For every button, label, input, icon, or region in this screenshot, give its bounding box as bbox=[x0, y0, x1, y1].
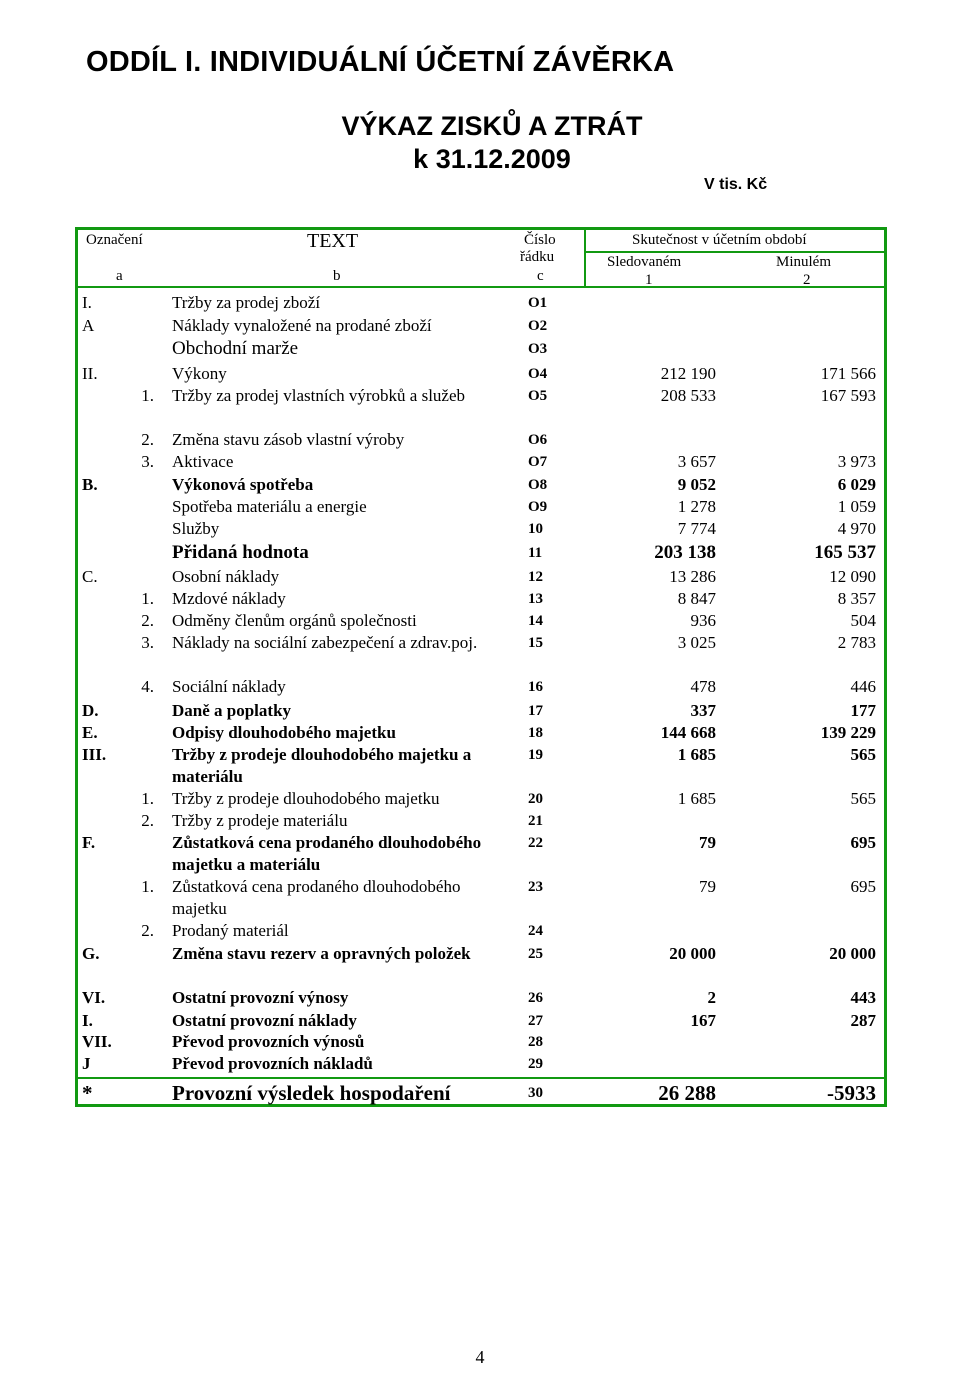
row-number: 28 bbox=[528, 1034, 543, 1050]
row-current: 9 052 bbox=[677, 475, 716, 494]
row-current: 3 025 bbox=[677, 633, 716, 652]
header-sub-2: 2 bbox=[803, 272, 811, 288]
row-number: 21 bbox=[528, 813, 543, 829]
row-subnumber: 2. bbox=[141, 811, 154, 830]
row-previous: 287 bbox=[850, 1011, 876, 1030]
header-text: TEXT bbox=[307, 230, 359, 252]
row-previous: 139 229 bbox=[820, 723, 876, 742]
row-code: E. bbox=[82, 723, 98, 742]
section-title: ODDÍL I. INDIVIDUÁLNÍ ÚČETNÍ ZÁVĚRKA bbox=[86, 46, 675, 78]
row-previous: 177 bbox=[850, 701, 876, 720]
header-sub-a: a bbox=[116, 268, 123, 284]
row-previous: 12 090 bbox=[829, 567, 876, 586]
row-subnumber: 3. bbox=[141, 452, 154, 471]
row-number: O7 bbox=[528, 454, 548, 470]
row-current: 1 685 bbox=[677, 745, 716, 764]
row-previous: 167 593 bbox=[820, 386, 876, 405]
row-current: 79 bbox=[699, 833, 716, 852]
row-current: 7 774 bbox=[677, 519, 716, 538]
row-number: 27 bbox=[528, 1013, 543, 1029]
row-text: Prodaný materiál bbox=[172, 921, 289, 940]
row-code: VII. bbox=[82, 1032, 112, 1051]
row-text: Změna stavu rezerv a opravných položek bbox=[172, 944, 471, 963]
row-text: Tržby za prodej zboží bbox=[172, 293, 321, 312]
row-previous: 3 973 bbox=[837, 452, 876, 471]
row-text: Odpisy dlouhodobého majetku bbox=[172, 723, 396, 742]
report-title-line1: VÝKAZ ZISKŮ A ZTRÁT bbox=[341, 111, 643, 141]
row-text: Tržby z prodeje materiálu bbox=[172, 811, 348, 830]
header-oznaceni: Označení bbox=[86, 232, 143, 248]
row-text: Tržby za prodej vlastních výrobků a služeb bbox=[172, 386, 466, 405]
row-current: 13 286 bbox=[669, 567, 716, 586]
row-code: II. bbox=[82, 364, 98, 383]
header-sledovanem: Sledovaném bbox=[607, 254, 682, 270]
row-subnumber: 2. bbox=[141, 611, 154, 630]
row-subnumber: 2. bbox=[141, 921, 154, 940]
row-number: O9 bbox=[528, 499, 548, 515]
row-text: Provozní výsledek hospodaření bbox=[172, 1081, 451, 1105]
row-text: Převod provozních nákladů bbox=[172, 1054, 373, 1073]
row-number: 26 bbox=[528, 990, 543, 1006]
row-text: Převod provozních výnosů bbox=[172, 1032, 365, 1051]
row-text: Přidaná hodnota bbox=[172, 542, 309, 563]
row-code: B. bbox=[82, 475, 98, 494]
row-text: Změna stavu zásob vlastní výroby bbox=[172, 430, 405, 449]
row-number: 12 bbox=[528, 569, 543, 585]
row-subnumber: 3. bbox=[141, 633, 154, 652]
row-code: VI. bbox=[82, 988, 106, 1007]
header-cislo: Číslo bbox=[524, 232, 556, 248]
row-number: 11 bbox=[528, 545, 543, 561]
row-text: Odměny členům orgánů společnosti bbox=[172, 611, 417, 630]
row-number: 29 bbox=[528, 1056, 543, 1072]
row-number: O4 bbox=[528, 366, 548, 382]
header-skutecnost: Skutečnost v účetním období bbox=[632, 232, 807, 248]
row-current: 8 847 bbox=[677, 589, 716, 608]
header-sub-c: c bbox=[537, 268, 544, 284]
row-text: Aktivace bbox=[172, 452, 234, 471]
row-subnumber: 4. bbox=[141, 677, 154, 696]
row-text: Mzdové náklady bbox=[172, 589, 286, 608]
row-current: 2 bbox=[707, 988, 716, 1007]
row-code: C. bbox=[82, 567, 98, 586]
row-number: 13 bbox=[528, 591, 543, 607]
row-text: Služby bbox=[172, 519, 220, 538]
row-code: F. bbox=[82, 833, 96, 852]
row-number: 20 bbox=[528, 791, 543, 807]
row-number: 25 bbox=[528, 946, 543, 962]
row-text: Ostatní provozní výnosy bbox=[172, 988, 349, 1007]
row-current: 20 000 bbox=[669, 944, 716, 963]
row-code: D. bbox=[82, 701, 99, 720]
report-title bbox=[0, 110, 960, 176]
row-previous: 171 566 bbox=[820, 364, 876, 383]
row-number: 15 bbox=[528, 635, 543, 651]
row-current: 212 190 bbox=[660, 364, 716, 383]
row-text: Sociální náklady bbox=[172, 677, 286, 696]
row-number: 16 bbox=[528, 679, 543, 695]
row-code: A bbox=[82, 316, 95, 335]
header-sub-b: b bbox=[333, 268, 341, 284]
total-divider bbox=[76, 1077, 886, 1079]
row-previous: 6 029 bbox=[837, 475, 876, 494]
header-sub-1: 1 bbox=[645, 272, 653, 288]
row-current: 478 bbox=[690, 677, 716, 696]
row-current: 167 bbox=[690, 1011, 716, 1030]
header-radku: řádku bbox=[520, 249, 555, 265]
row-number: O8 bbox=[528, 477, 548, 493]
row-current: 208 533 bbox=[660, 386, 716, 405]
row-previous: 2 783 bbox=[837, 633, 876, 652]
row-number: 24 bbox=[528, 923, 543, 939]
row-number: O2 bbox=[528, 318, 548, 334]
row-text: Tržby z prodeje dlouhodobého majetku bbox=[172, 789, 440, 808]
row-current: 203 138 bbox=[654, 542, 716, 563]
row-previous: 565 bbox=[850, 745, 876, 764]
row-previous: 4 970 bbox=[837, 519, 876, 538]
page-number: 4 bbox=[475, 1347, 485, 1367]
row-subnumber: 1. bbox=[141, 589, 154, 608]
row-text: Tržby z prodeje dlouhodobého majetku a materiálu bbox=[172, 745, 472, 786]
row-code: I. bbox=[82, 293, 92, 312]
row-text: Zůstatková cena prodaného dlouhodobého majetku bbox=[172, 877, 461, 918]
row-text: Náklady na sociální zabezpečení a zdrav.poj. bbox=[172, 633, 478, 652]
row-current: 3 657 bbox=[677, 452, 716, 471]
row-code: I. bbox=[82, 1011, 93, 1030]
row-code: G. bbox=[82, 944, 100, 963]
row-previous: 565 bbox=[850, 789, 876, 808]
row-text: Daně a poplatky bbox=[172, 701, 292, 720]
row-current: 79 bbox=[699, 877, 716, 896]
row-text: Spotřeba materiálu a energie bbox=[172, 497, 367, 516]
report-title-date: k 31.12.2009 bbox=[413, 144, 571, 174]
row-subnumber: 2. bbox=[141, 430, 154, 449]
row-current: 1 278 bbox=[677, 497, 716, 516]
row-code: * bbox=[82, 1081, 93, 1105]
row-number: 23 bbox=[528, 879, 543, 895]
row-subnumber: 1. bbox=[141, 386, 154, 405]
row-number: O6 bbox=[528, 432, 548, 448]
row-previous: 1 059 bbox=[837, 497, 876, 516]
row-number: O3 bbox=[528, 341, 548, 357]
row-previous: 20 000 bbox=[829, 944, 876, 963]
row-number: 18 bbox=[528, 725, 543, 741]
row-current: 1 685 bbox=[677, 789, 716, 808]
row-code: III. bbox=[82, 745, 107, 764]
row-previous: 443 bbox=[850, 988, 876, 1007]
row-text: Zůstatková cena prodaného dlouhodobého majetku a materiálu bbox=[172, 833, 482, 874]
row-previous: 165 537 bbox=[814, 542, 876, 563]
row-previous: 695 bbox=[850, 877, 876, 896]
header-divider-bottom bbox=[76, 286, 886, 288]
row-previous: 504 bbox=[850, 611, 876, 630]
unit-label: V tis. Kč bbox=[704, 176, 768, 193]
row-previous: 695 bbox=[850, 833, 876, 852]
row-subnumber: 1. bbox=[141, 789, 154, 808]
row-number: 14 bbox=[528, 613, 543, 629]
row-number: 17 bbox=[528, 703, 543, 719]
header-divider-vertical bbox=[584, 227, 586, 287]
row-number: 22 bbox=[528, 835, 543, 851]
row-current: 144 668 bbox=[660, 723, 716, 742]
row-number: 30 bbox=[528, 1085, 543, 1101]
row-code: J bbox=[82, 1054, 91, 1073]
row-number: 19 bbox=[528, 747, 543, 763]
row-number: O1 bbox=[528, 295, 548, 311]
row-current: 26 288 bbox=[658, 1081, 716, 1105]
row-current: 936 bbox=[690, 611, 716, 630]
row-number: 10 bbox=[528, 521, 543, 537]
row-number: O5 bbox=[528, 388, 548, 404]
row-text: Osobní náklady bbox=[172, 567, 280, 586]
row-current: 337 bbox=[690, 701, 716, 720]
row-previous: -5933 bbox=[827, 1081, 876, 1105]
row-text: Výkony bbox=[172, 364, 227, 383]
row-subnumber: 1. bbox=[141, 877, 154, 896]
row-previous: 446 bbox=[850, 677, 876, 696]
row-text: Obchodní marže bbox=[172, 338, 299, 359]
row-text: Výkonová spotřeba bbox=[172, 475, 314, 494]
row-text: Ostatní provozní náklady bbox=[172, 1011, 357, 1030]
header-minulem: Minulém bbox=[776, 254, 831, 270]
row-text: Náklady vynaložené na prodané zboží bbox=[172, 316, 432, 335]
row-previous: 8 357 bbox=[837, 589, 876, 608]
header-divider-period bbox=[586, 251, 886, 253]
